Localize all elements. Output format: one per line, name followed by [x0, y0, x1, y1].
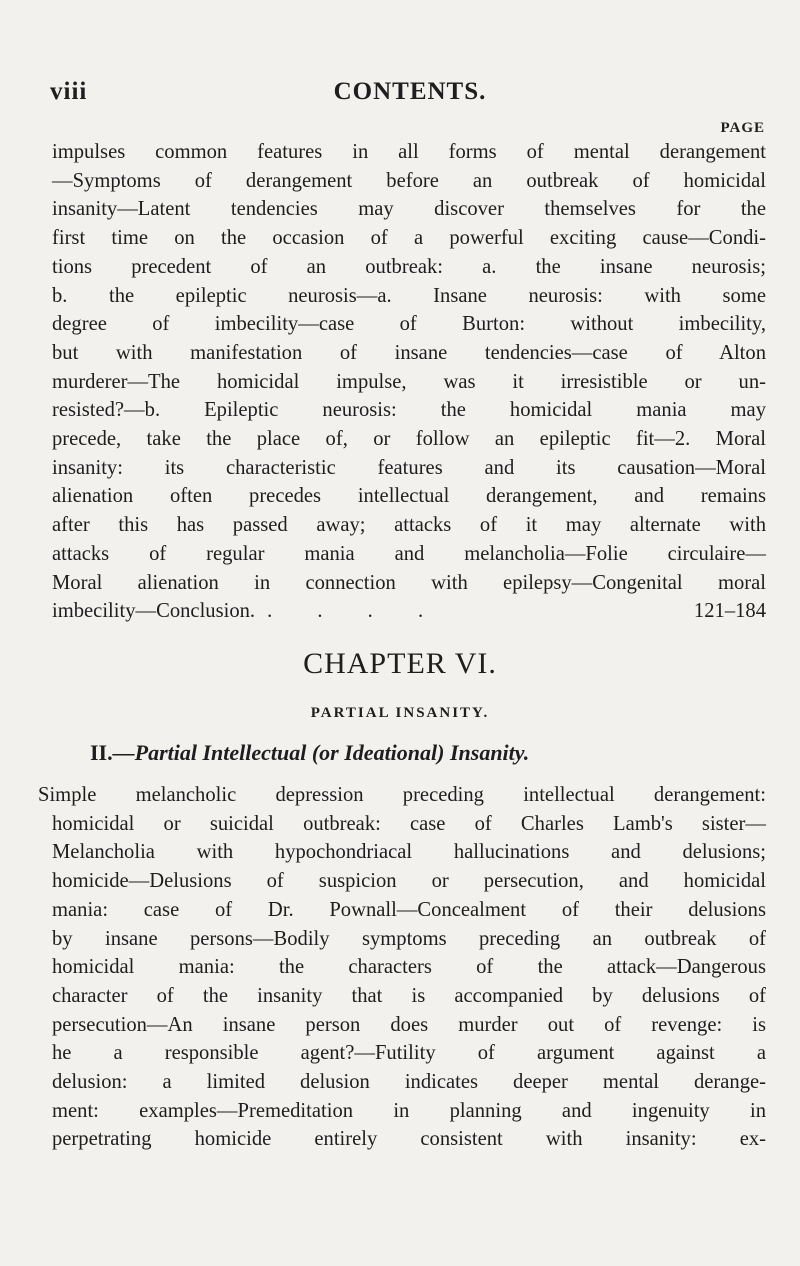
section-title-text: —Partial Intellectual (or Ideational) Insanity. — [112, 740, 530, 765]
section-line: homicide—Delusions of suspicion or persecution, and homicidal — [52, 870, 766, 893]
section-line: Simple melancholic depression preceding intellectual derangement: — [38, 784, 766, 806]
section-title — [90, 740, 529, 766]
entry-line: after this has passed away; attacks of it may alternate with — [52, 514, 766, 537]
entry-line: first time on the occasion of a powerful exciting cause—Condi- — [52, 227, 766, 250]
entry-line: murderer—The homicidal impulse, was it irresistible or un- — [52, 370, 766, 393]
chapter-heading: CHAPTER VI. — [303, 647, 497, 680]
entry-line: attacks of regular mania and melancholia—Folie circulaire— — [52, 542, 766, 565]
contents-entry — [52, 138, 766, 626]
entry-line: resisted?—b. Epileptic neurosis: the homicidal mania may — [52, 399, 766, 422]
chapter-title: PARTIAL INSANITY. — [310, 705, 490, 721]
section-line: ment: examples—Premeditation in planning and ingenuity in — [52, 1099, 766, 1122]
entry-line: —Symptoms of derangement before an outbreak of homicidal — [52, 169, 766, 192]
section-line: by insane persons—Bodily symptoms preceding an outbreak of — [52, 927, 766, 950]
section-line: he a responsible agent?—Futility of argument against a — [52, 1042, 766, 1065]
running-head — [50, 78, 770, 112]
entry-line: insanity: its characteristic features and its causation—Moral — [52, 456, 766, 479]
entry-line: insanity—Latent tendencies may discover themselves for the — [52, 198, 766, 221]
entry-line: impulses common features in all forms of mental derangement — [52, 141, 766, 163]
section-line: persecution—An insane person does murder out of revenge: is — [52, 1013, 766, 1036]
section-line: delusion: a limited delusion indicates deeper mental derange- — [52, 1071, 766, 1094]
entry-line: precede, take the place of, or follow an epileptic fit—2. Moral — [52, 428, 766, 451]
page-number: viii — [50, 78, 88, 105]
entry-line: alienation often precedes intellectual derangement, and remains — [52, 485, 766, 508]
running-title: CONTENTS. — [333, 78, 487, 105]
entry-last-line — [52, 597, 766, 626]
section-summary — [38, 781, 766, 1154]
page-column-label: PAGE — [720, 120, 765, 136]
section-line: homicidal or suicidal outbreak: case of Charles Lamb's sister— — [52, 812, 766, 835]
entry-line: Moral alienation in connection with epilepsy—Congenital moral — [52, 571, 766, 594]
entry-line: degree of imbecility—case of Burton: without imbecility, — [52, 313, 766, 336]
page-range: 121–184 — [693, 600, 766, 623]
leader-dots: . . . . — [267, 600, 444, 623]
section-line: perpetrating homicide entirely consistent with insanity: ex- — [52, 1128, 766, 1151]
entry-line: b. the epileptic neurosis—a. Insane neurosis: with some — [52, 284, 766, 307]
entry-last-text: imbecility—Conclusion. — [52, 600, 256, 623]
section-line: Melancholia with hypochondriacal hallucinations and delusions; — [52, 841, 766, 864]
section-number: II. — [90, 740, 113, 765]
section-line: mania: case of Dr. Pownall—Concealment of their delusions — [52, 898, 766, 921]
entry-line: tions precedent of an outbreak: a. the insane neurosis; — [52, 255, 766, 278]
section-line: character of the insanity that is accompanied by delusions of — [52, 984, 766, 1007]
entry-line: but with manifestation of insane tendencies—case of Alton — [52, 341, 766, 364]
section-line: homicidal mania: the characters of the attack—Dangerous — [52, 956, 766, 979]
